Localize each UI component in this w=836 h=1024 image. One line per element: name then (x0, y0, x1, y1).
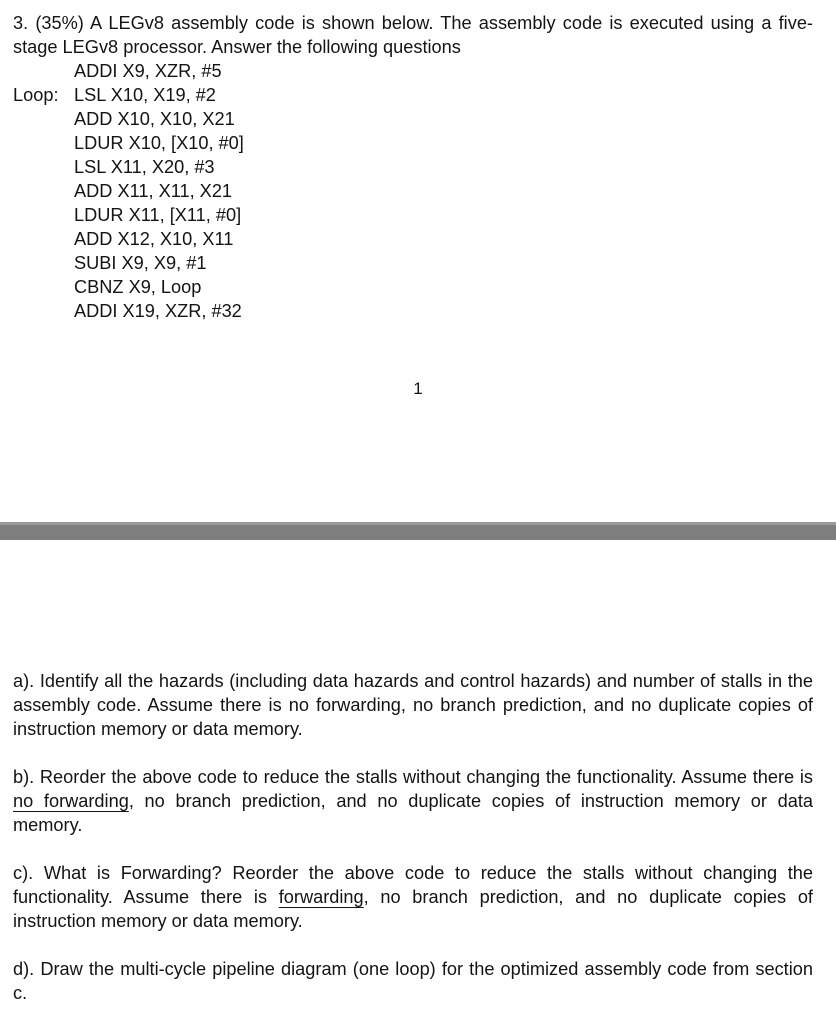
question-part-d: d). Draw the multi-cycle pipeline diagram (one loop) for the optimized assembly code from section c. (13, 959, 813, 1003)
code-instruction: ADD X11, X11, X21 (74, 181, 233, 201)
code-line (13, 275, 413, 299)
code-label (13, 131, 74, 155)
code-label (13, 203, 74, 227)
code-label (13, 155, 74, 179)
code-line (13, 251, 413, 275)
code-label (13, 107, 74, 131)
code-line (13, 203, 413, 227)
code-instruction: ADDI X9, XZR, #5 (74, 61, 222, 81)
code-instruction: LSL X11, X20, #3 (74, 157, 215, 177)
code-line (13, 155, 413, 179)
code-line (13, 59, 413, 83)
code-label (13, 227, 74, 251)
code-instruction: LSL X10, X19, #2 (74, 85, 216, 105)
code-instruction: ADD X10, X10, X21 (74, 109, 235, 129)
question-part-b (13, 765, 813, 837)
part-c-text-end: , no branch prediction, and no duplicate copies of instruction memory or data memory. (13, 887, 813, 931)
part-b-text: b). Reorder the above code to reduce the stalls without changing the functionality. Assume there is (13, 767, 813, 787)
part-b-underlined-text: no forwarding (13, 791, 129, 811)
part-c-text: c). What is Forwarding? Reorder the above code to reduce the stalls without changing the functionality. Assume there is (13, 863, 813, 907)
part-c-underlined-text: forwarding (278, 887, 364, 907)
code-line (13, 83, 413, 107)
code-label (13, 299, 74, 323)
code-line (13, 179, 413, 203)
part-b-text-end: , no branch prediction, and no duplicate copies of instruction memory or data memory. (13, 791, 813, 835)
code-line (13, 227, 413, 251)
code-instruction: CBNZ X9, Loop (74, 277, 202, 297)
code-line (13, 107, 413, 131)
code-label (13, 59, 74, 83)
code-label (13, 179, 74, 203)
code-instruction: ADDI X19, XZR, #32 (74, 301, 242, 321)
code-instruction: LDUR X11, [X11, #0] (74, 205, 242, 225)
code-label (13, 275, 74, 299)
code-label (13, 251, 74, 275)
code-label: Loop: (13, 85, 59, 105)
question-part-a: a). Identify all the hazards (including data hazards and control hazards) and number of stalls in the assembly code. Assume there is no forwarding, no branch prediction, and no duplicate copies of instruction memory or data memory. (13, 671, 813, 739)
code-instruction: ADD X12, X10, X11 (74, 229, 234, 249)
code-instruction: LDUR X10, [X10, #0] (74, 133, 244, 153)
code-line (13, 299, 413, 323)
assembly-code-block (13, 59, 413, 323)
question-intro: 3. (35%) A LEGv8 assembly code is shown below. The assembly code is executed using a five-stage LEGv8 processor. Answer the following questions (13, 13, 813, 57)
page-number: 1 (413, 379, 423, 398)
code-instruction: SUBI X9, X9, #1 (74, 253, 207, 273)
question-part-c (13, 861, 813, 933)
page-divider (0, 522, 836, 540)
code-line (13, 131, 413, 155)
